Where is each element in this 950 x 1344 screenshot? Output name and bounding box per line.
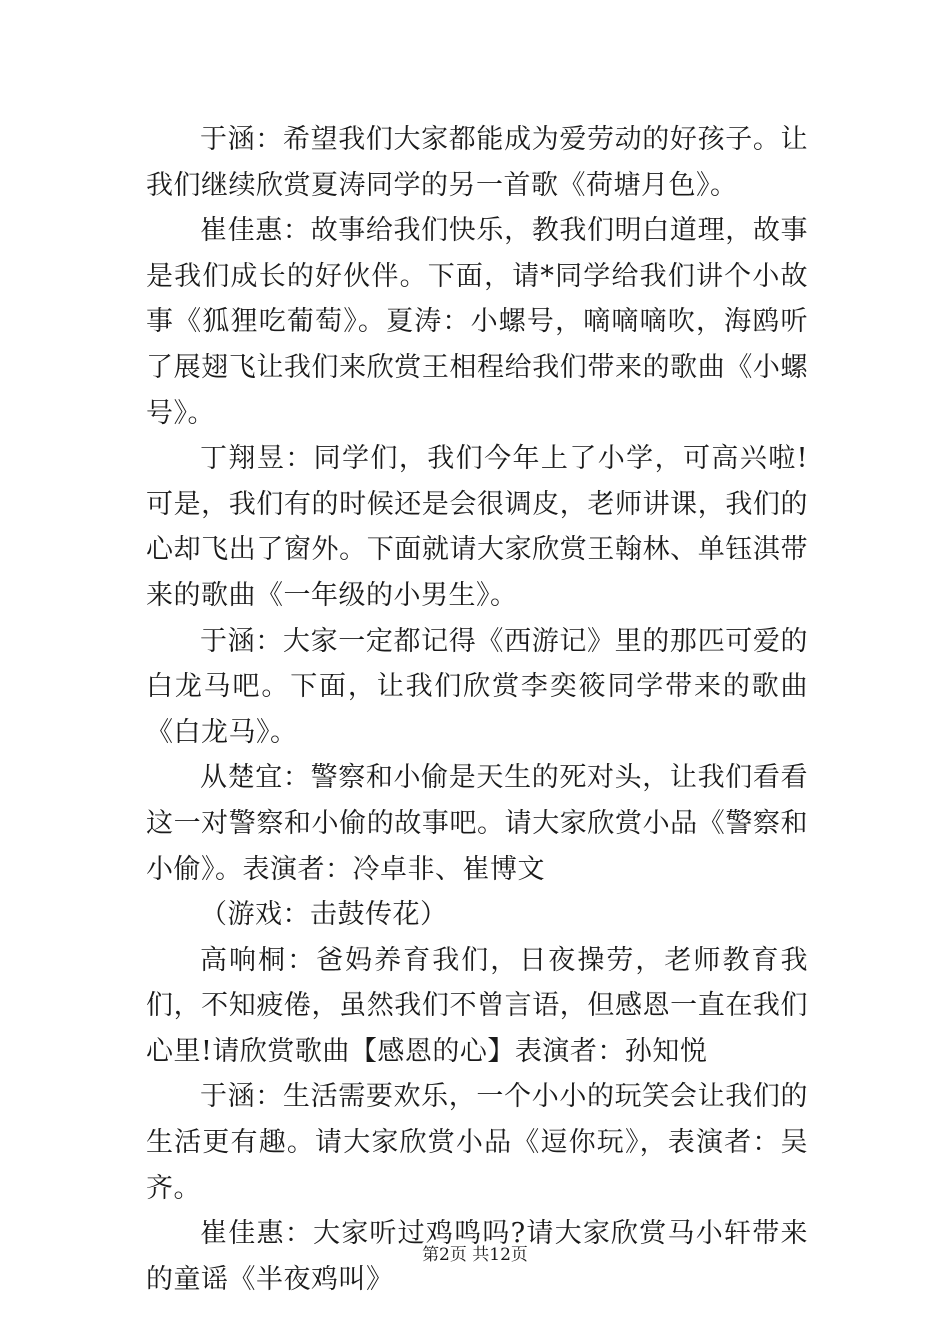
paragraph-stage-direction: （游戏：击鼓传花） xyxy=(200,899,448,931)
paragraph: 高响桐：爸妈养育我们，日夜操劳，老师教育我们，不知疲倦，虽然我们不曾言语，但感恩一直在我们心里!请欣赏歌曲【感恩的心】表演者：孙知悦 xyxy=(146,944,808,1067)
page-footer xyxy=(0,1240,950,1265)
document-body xyxy=(146,117,808,1302)
page-number-label: 第2页 共12页 xyxy=(422,1245,528,1265)
paragraph: 崔佳惠：大家听过鸡鸣吗?请大家欣赏马小轩带来的童谣《半夜鸡叫》 xyxy=(146,1218,808,1295)
paragraph: 从楚宜：警察和小偷是天生的死对头，让我们看看这一对警察和小偷的故事吧。请大家欣赏小品《警察和小偷》。表演者：冷卓非、崔博文 xyxy=(146,762,808,885)
paragraph: 丁翔昱：同学们，我们今年上了小学，可高兴啦!可是，我们有的时候还是会很调皮，老师讲课，我们的心却飞出了窗外。下面就请大家欣赏王翰林、单钰淇带来的歌曲《一年级的小男生》。 xyxy=(146,443,808,611)
paragraph: 于涵：希望我们大家都能成为爱劳动的好孩子。让我们继续欣赏夏涛同学的另一首歌《荷塘月色》。 xyxy=(146,124,808,201)
paragraph: 于涵：生活需要欢乐，一个小小的玩笑会让我们的生活更有趣。请大家欣赏小品《逗你玩》，表演者：吴齐。 xyxy=(146,1081,808,1204)
paragraph: 于涵：大家一定都记得《西游记》里的那匹可爱的白龙马吧。下面，让我们欣赏李奕筱同学带来的歌曲《白龙马》。 xyxy=(146,625,808,748)
paragraph: 崔佳惠：故事给我们快乐，教我们明白道理，故事是我们成长的好伙伴。下面，请*同学给我们讲个小故事《狐狸吃葡萄》。夏涛：小螺号，嘀嘀嘀吹，海鸥听了展翅飞让我们来欣赏王相程给我们带来的歌曲《小螺号》。 xyxy=(146,215,808,429)
